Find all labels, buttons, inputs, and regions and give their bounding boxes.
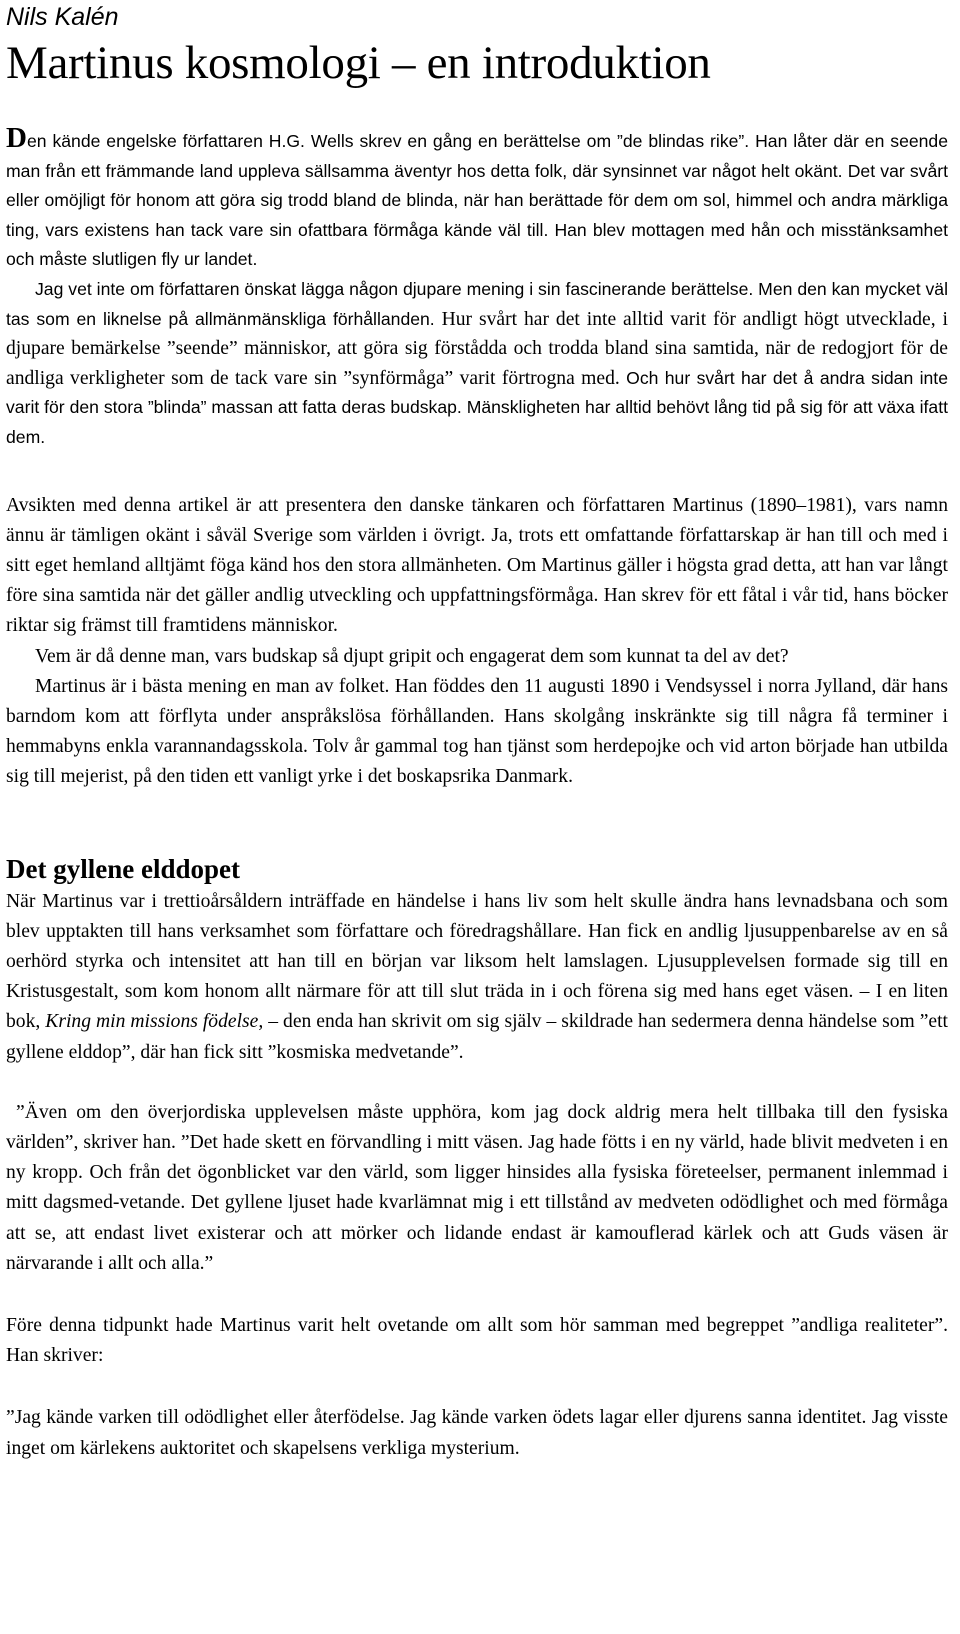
page-title: Martinus kosmologi – en introduktion bbox=[6, 37, 711, 89]
intro-paragraph-1 bbox=[6, 124, 948, 275]
section-heading: Det gyllene elddopet bbox=[6, 853, 240, 884]
quote-paragraph-2: ”Jag kände varken till odödlighet eller återfödelse. Jag kände varken ödets lagar eller djurens sanna identitet. Jag visste inget om kärlekens auktoritet och skapelsens verkliga mysterium. bbox=[6, 1407, 948, 1459]
intro-text: en kände engelske författaren H.G. Wells skrev en gång en berättelse om ”de blindas rike”. Han låter där en seende man från ett främmande land uppleva sällsamma äventyr hos detta folk, där synsinnet var något helt okänt. Det var svårt eller omöjligt för honom att göra sig trodd bland de blinda, när han berättade för dem om sol, himmel och andra märkliga ting, vars existens han tack vare sin ofattbara förmåga kände väl till. Han blev mottagen med hån och misstänksamhet och måste slutligen fly ur landet. bbox=[6, 131, 948, 270]
drop-cap: D bbox=[6, 122, 27, 154]
section2-paragraph-1: När Martinus var i trettioårsåldern inträffade en händelse i hans liv som helt skulle ändra hans levnadsbana och som blev upptakten till hans verksamhet som författare och föredragshållare. Han fick en andlig ljusuppenbarelse av en så oerhörd styrka och intensitet att han till en början var liksom helt lamslagen. Ljusupplevelsen formade sig till en Kristusgestalt, som kom honom allt närmare för att till slut träda in i och förena sig med hans eget väsen. – I en liten bok, Kring min missions födelse, – den enda han skrivit om sig själv – skildrade han sedermera denna händelse som ”ett gyllene elddop”, där han fick sitt ”kosmiska medvetande”. bbox=[6, 890, 948, 1063]
book-title: Kring min missions födelse, bbox=[45, 1011, 264, 1033]
section1-paragraph-3: Martinus är i bästa mening en man av folket. Han föddes den 11 augusti 1890 i Vendsyssel i norra Jylland, där hans barndom kom att förflyta under anspråkslösa förhållanden. Hans skolgång inskränkte sig till några få terminer i hemmabyns enkla varannandagsskola. Tolv år gammal tog han tjänst som herdepojke och vid arton började han utbilda sig till mejerist, på den tiden ett vanligt yrke i det boskapsrika Danmark. bbox=[6, 675, 948, 788]
document-page bbox=[6, 0, 948, 1464]
quote-paragraph-1: ”Även om den överjordiska upplevelsen måste upphöra, kom jag dock aldrig mera helt tillbaka till den fysiska världen”, skriver han. ”Det hade skett en förvandling i mitt väsen. Jag hade fötts i en ny värld, hade blivit medveten i en ny kropp. Och från det ögonblicket var den värld, som ligger hinsides alla fysiska företeelser, permanent inlemmad i mitt dagsmed-vetande. Det gyllene ljuset hade kvarlämnat mig i ett tillstånd av medveten odödlighet och med förmåga att se, att endast livet existerar och att mörker och lidande endast är kamouflerad kärlek och att Guds väsen är närvarande i allt och alla.” bbox=[6, 1101, 948, 1274]
section1-paragraph-2: Vem är då denne man, vars budskap så djupt gripit och engagerat dem som kunnat ta del av det? bbox=[35, 645, 789, 667]
intro-paragraph-2: Jag vet inte om författaren önskat lägga någon djupare mening i sin fascinerande berättelse. Men den kan mycket väl tas som en liknelse på allmänmänskliga förhållanden. Hur svårt har det inte alltid varit för andligt högt utvecklade, i djupare bemärkelse ”seende” människor, att göra sig förstådda och trodda bland sina samtida, när de redogjort för de andliga verkligheter som de tack vare sin ”synförmåga” varit förtrogna med. Och hur svårt har det å andra sidan inte varit för den stora ”blinda” massan att fatta deras budskap. Mänskligheten har alltid behövt lång tid på sig för att växa ifatt dem. bbox=[6, 278, 948, 447]
section1-paragraph-1: Avsikten med denna artikel är att presentera den danske tänkaren och författaren Martinus (1890–1981), vars namn ännu är tämligen okänt i såväl Sverige som världen i övrigt. Ja, trots ett omfattande författarskap är han till och med i sitt eget hemland alltjämt föga känd hos den stora allmänheten. Om Martinus gäller i högsta grad detta, att han var långt före sina samtida när det gäller andlig utveckling och uppfattningsförmåga. Han skrev för ett fåtal i vår tid, hans böcker riktar sig främst till framtidens människor. bbox=[6, 494, 948, 637]
author-name: Nils Kalén bbox=[6, 3, 119, 31]
section2-paragraph-2: Före denna tidpunkt hade Martinus varit helt ovetande om allt som hör samman med begreppet ”andliga realiteter”. Han skriver: bbox=[6, 1315, 948, 1367]
